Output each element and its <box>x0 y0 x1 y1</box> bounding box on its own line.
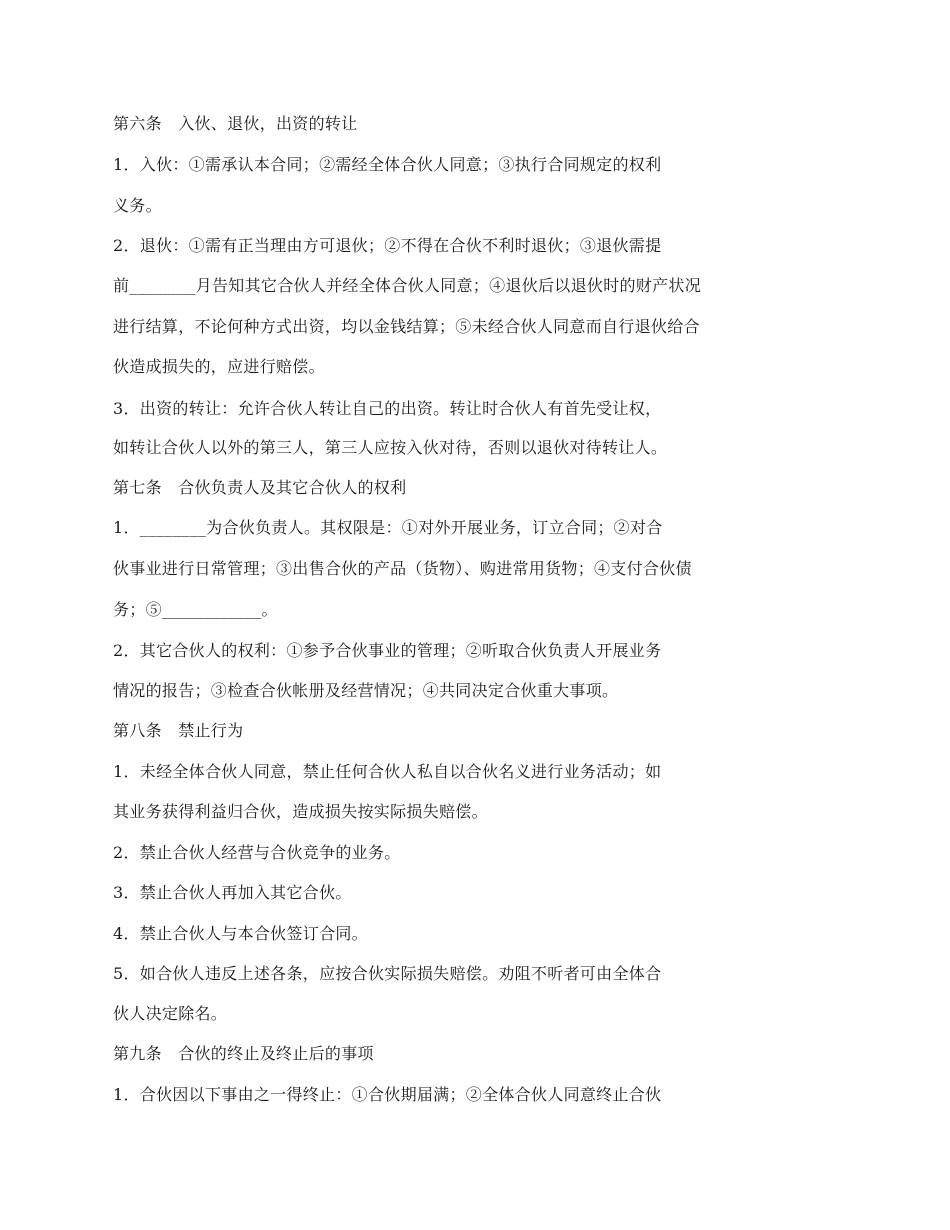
article-6-heading: 第六条 入伙、退伙，出资的转让 <box>113 114 358 133</box>
paragraph-line: 情况的报告；③检查合伙帐册及经营情况；④共同决定合伙重大事项。 <box>113 681 619 700</box>
paragraph-line: 1．________为合伙负责人。其权限是：①对外开展业务，订立合同；②对合 <box>113 518 663 537</box>
paragraph-line: 5．如合伙人违反上述各条，应按合伙实际损失赔偿。劝阻不听者可由全体合 <box>113 964 662 983</box>
paragraph-line: 2．其它合伙人的权利：①参予合伙事业的管理；②听取合伙负责人开展业务 <box>113 641 662 660</box>
paragraph-line: 1．未经全体合伙人同意，禁止任何合伙人私自以合伙名义进行业务活动；如 <box>113 762 662 781</box>
paragraph-line: 3．出资的转让：允许合伙人转让自己的出资。转让时合伙人有首先受让权， <box>113 399 662 418</box>
paragraph-line: 其业务获得利益归合伙，造成损失按实际损失赔偿。 <box>113 802 488 821</box>
paragraph-line: 1．入伙：①需承认本合同；②需经全体合伙人同意；③执行合同规定的权利 <box>113 155 662 174</box>
paragraph-line: 伙造成损失的，应进行赔偿。 <box>113 357 325 376</box>
paragraph-line: 2．退伙：①需有正当理由方可退伙；②不得在合伙不利时退伙；③退伙需提 <box>113 236 662 255</box>
paragraph-line: 前________月告知其它合伙人并经全体合伙人同意；④退伙后以退伙时的财产状况 <box>113 276 702 295</box>
paragraph-line: 2．禁止合伙人经营与合伙竞争的业务。 <box>113 843 401 862</box>
paragraph-line: 4．禁止合伙人与本合伙签订合同。 <box>113 924 368 943</box>
paragraph-line: 3．禁止合伙人再加入其它合伙。 <box>113 883 352 902</box>
paragraph-line: 伙事业进行日常管理；③出售合伙的产品（货物）、购进常用货物；④支付合伙债 <box>113 559 692 578</box>
article-8-heading: 第八条 禁止行为 <box>113 721 244 740</box>
paragraph-line: 进行结算，不论何种方式出资，均以金钱结算；⑤未经合伙人同意而自行退伙给合 <box>113 317 700 336</box>
paragraph-line: 1．合伙因以下事由之一得终止：①合伙期届满；②全体合伙人同意终止合伙 <box>113 1085 662 1104</box>
paragraph-line: 义务。 <box>113 196 162 215</box>
article-9-heading: 第九条 合伙的终止及终止后的事项 <box>113 1044 374 1063</box>
paragraph-line: 如转让合伙人以外的第三人，第三人应按入伙对待，否则以退伙对待转让人。 <box>113 438 668 457</box>
paragraph-line: 伙人决定除名。 <box>113 1004 228 1023</box>
article-7-heading: 第七条 合伙负责人及其它合伙人的权利 <box>113 478 407 497</box>
paragraph-line: 务；⑤____________。 <box>113 600 278 619</box>
